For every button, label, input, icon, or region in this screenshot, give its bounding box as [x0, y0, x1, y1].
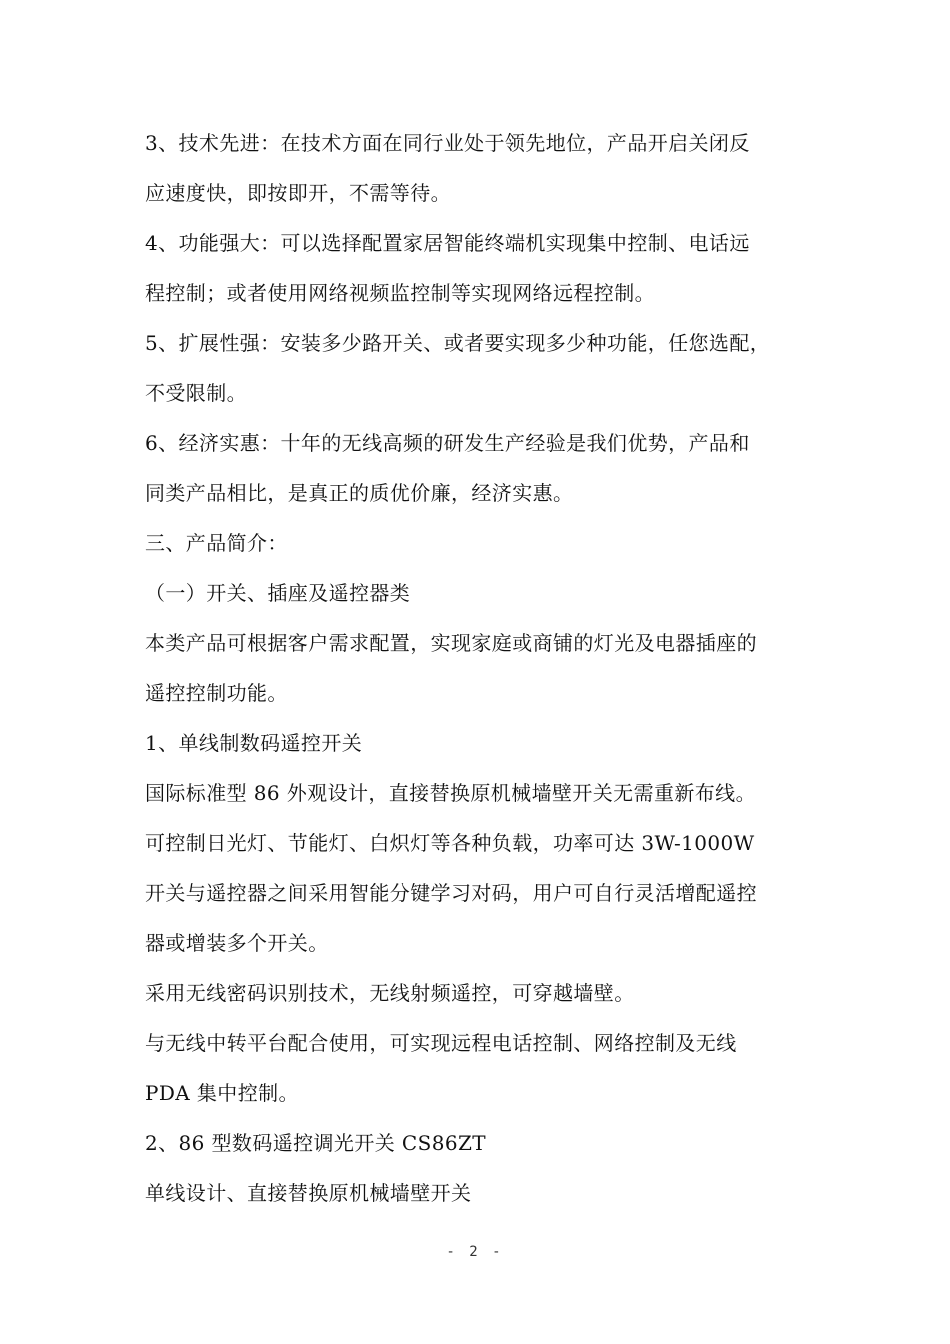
body-line: 程控制；或者使用网络视频监控制等实现网络远程控制。 [145, 281, 655, 305]
item-heading: 2、86 型数码遥控调光开关 CS86ZT [145, 1131, 486, 1155]
body-line: 与无线中转平台配合使用，可实现远程电话控制、网络控制及无线 [145, 1031, 737, 1055]
body-line: PDA 集中控制。 [145, 1081, 299, 1105]
body-line: 6、经济实惠：十年的无线高频的研发生产经验是我们优势，产品和 [145, 431, 750, 455]
body-line: 4、功能强大：可以选择配置家居智能终端机实现集中控制、电话远 [145, 231, 750, 255]
body-line: 本类产品可根据客户需求配置，实现家庭或商铺的灯光及电器插座的 [145, 631, 757, 655]
body-line: 不受限制。 [145, 381, 247, 405]
subsection-heading: （一）开关、插座及遥控器类 [145, 581, 411, 605]
body-line: 国际标准型 86 外观设计，直接替换原机械墙壁开关无需重新布线。 [145, 781, 756, 805]
body-line: 单线设计、直接替换原机械墙壁开关 [145, 1181, 472, 1205]
document-body [145, 118, 810, 1218]
body-line: 3、技术先进：在技术方面在同行业处于领先地位，产品开启关闭反 [145, 131, 750, 155]
body-line: 5、扩展性强：安装多少路开关、或者要实现多少种功能，任您选配， [145, 331, 771, 355]
body-line: 同类产品相比，是真正的质优价廉，经济实惠。 [145, 481, 574, 505]
body-line: 可控制日光灯、节能灯、白炽灯等各种负载，功率可达 3W-1000W [145, 831, 755, 855]
body-line: 采用无线密码识别技术，无线射频遥控，可穿越墙壁。 [145, 981, 635, 1005]
item-heading: 1、单线制数码遥控开关 [145, 731, 363, 755]
body-line: 开关与遥控器之间采用智能分键学习对码，用户可自行灵活增配遥控 [145, 881, 757, 905]
section-heading: 三、产品简介： [145, 531, 288, 555]
body-line: 应速度快，即按即开，不需等待。 [145, 181, 451, 205]
body-line: 器或增装多个开关。 [145, 931, 329, 955]
page-number: - 2 - [446, 1244, 504, 1260]
body-line: 遥控控制功能。 [145, 681, 288, 705]
